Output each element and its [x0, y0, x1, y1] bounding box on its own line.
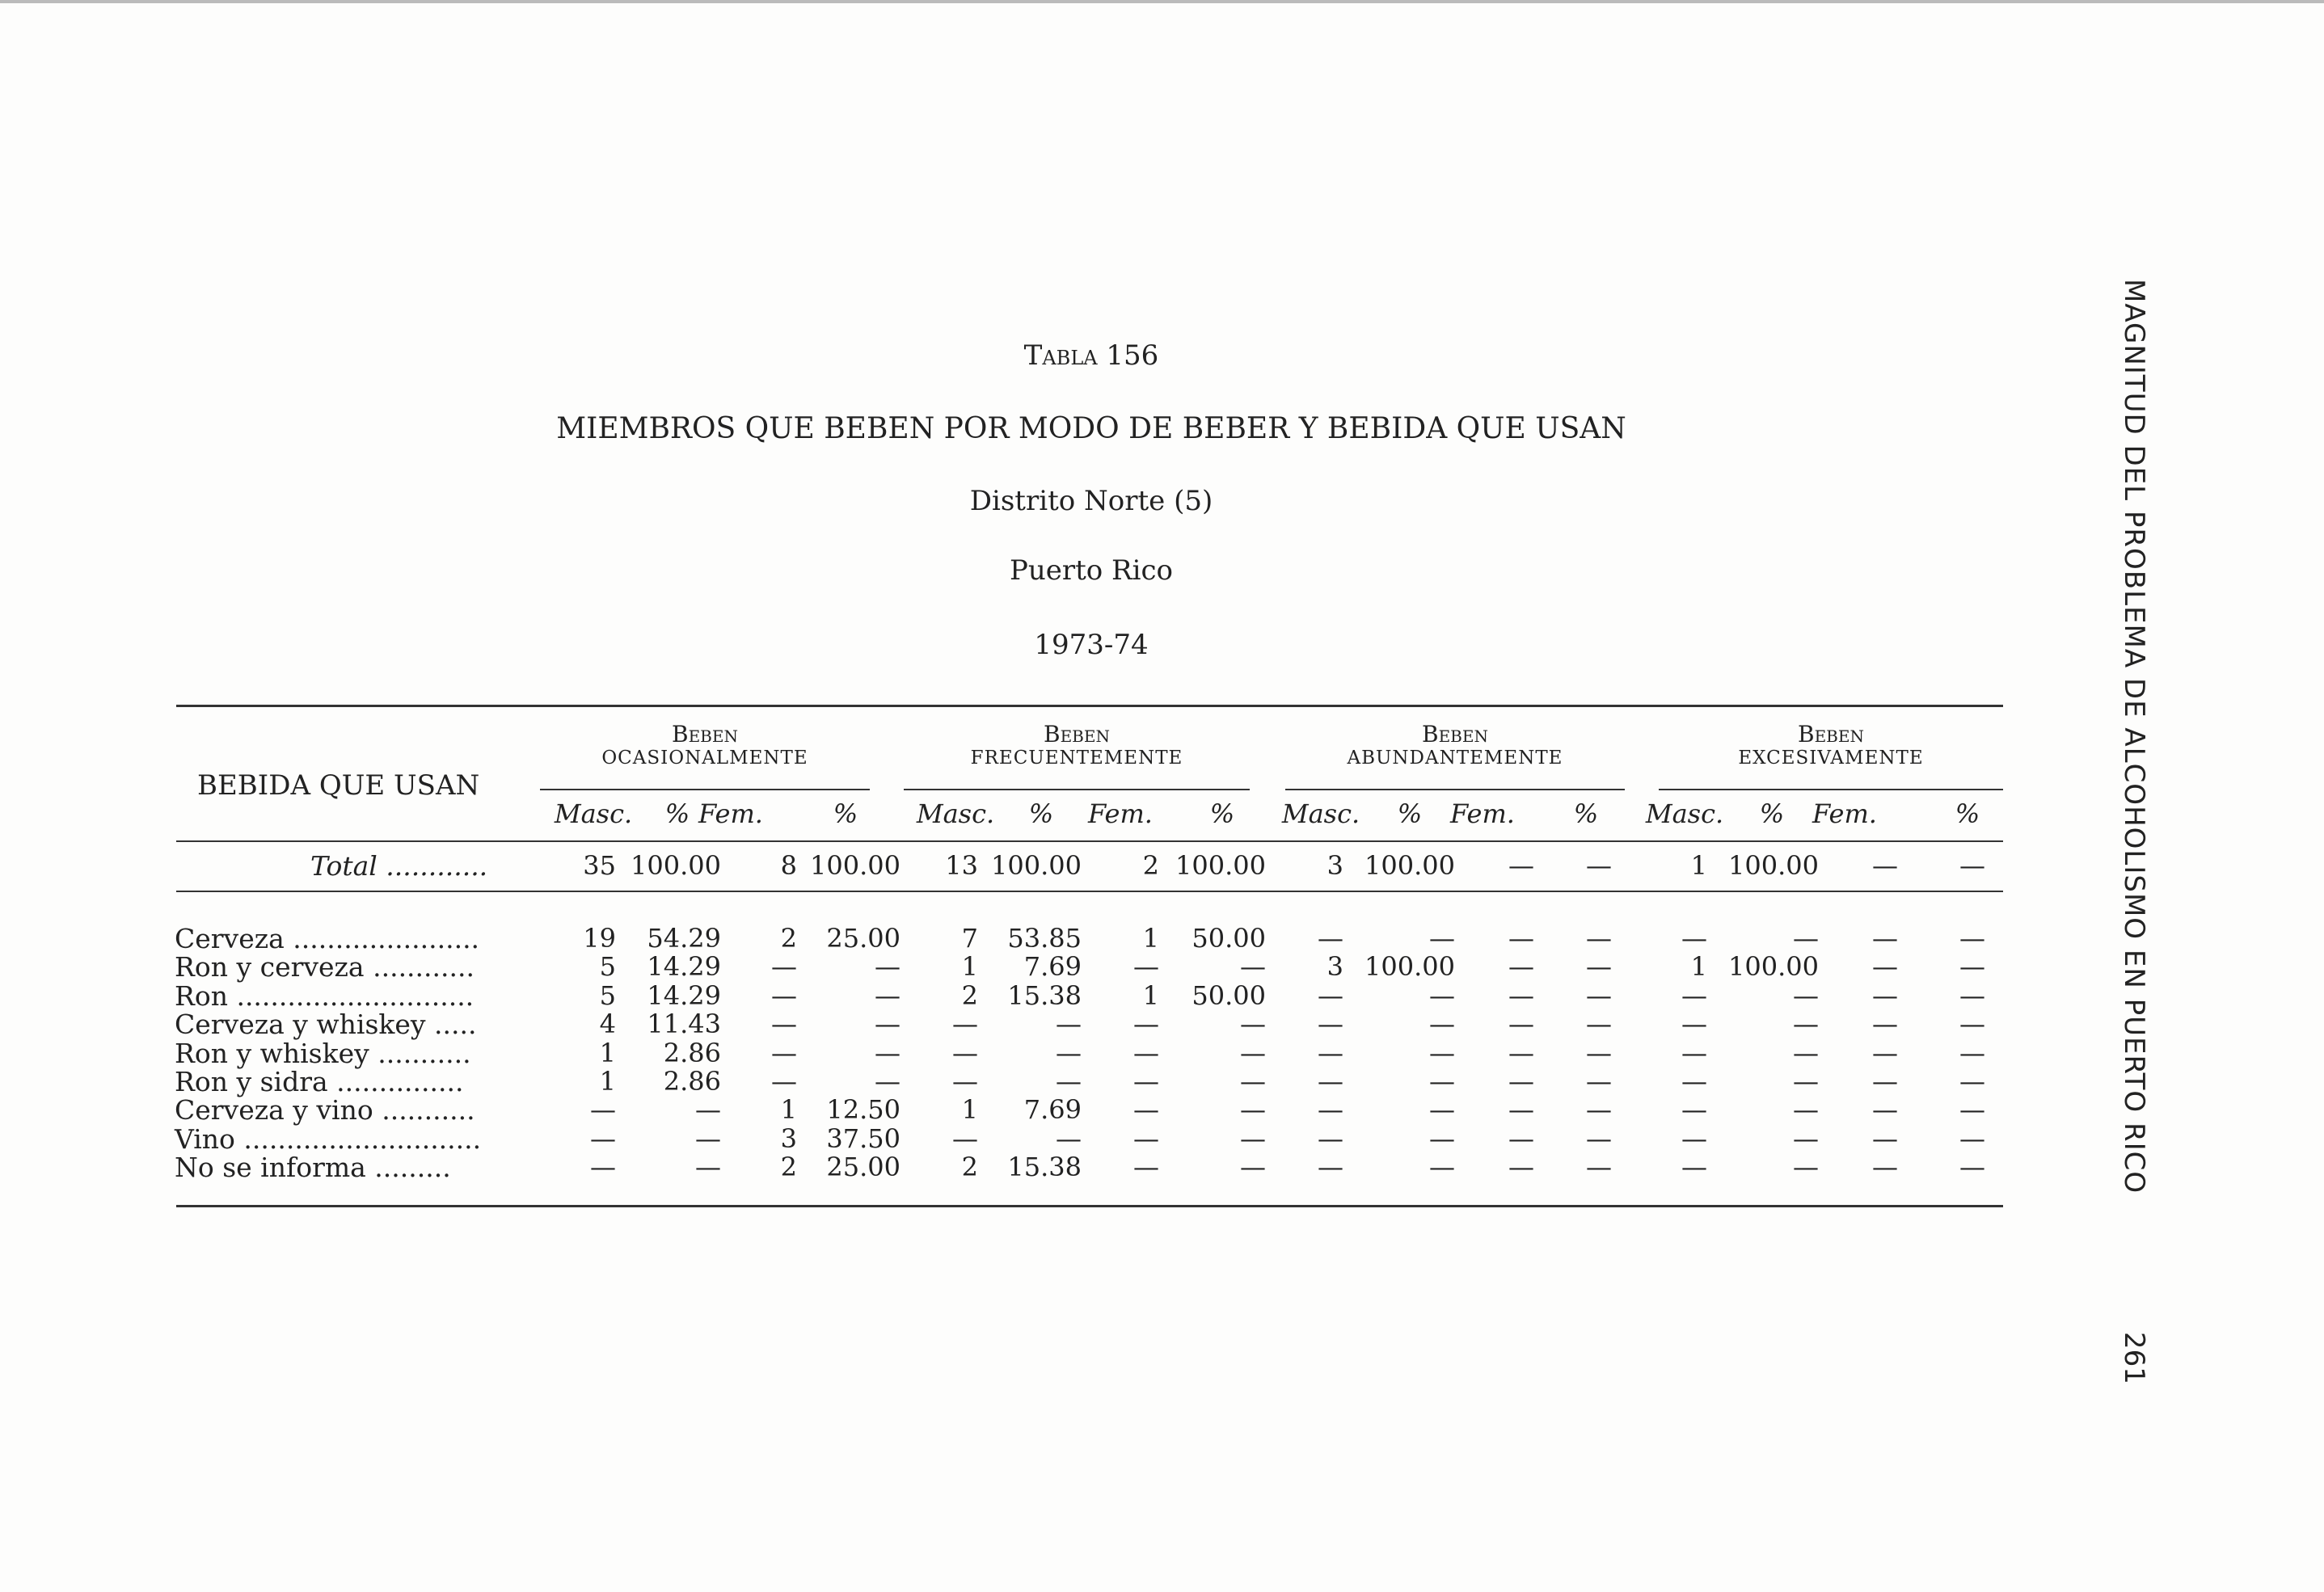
- table-cell: —: [1959, 979, 1985, 1011]
- table-cell: —: [1240, 951, 1266, 983]
- table-cell: —: [1681, 1094, 1707, 1126]
- table-cell: —: [1318, 1009, 1343, 1040]
- row-label: Cerveza ......................: [175, 923, 480, 954]
- table-cell: —: [1318, 1037, 1343, 1068]
- table-cell: 1: [1142, 979, 1159, 1011]
- table-cell: —: [1681, 1037, 1707, 1068]
- table-cell: —: [1240, 1152, 1266, 1183]
- table-cell: —: [875, 1037, 900, 1068]
- table-cell: 1: [1690, 951, 1707, 983]
- table-cell: —: [1681, 979, 1707, 1011]
- table-cell: —: [1318, 1066, 1343, 1097]
- table-cell: —: [771, 1037, 797, 1068]
- total-label: Total ............: [310, 850, 488, 882]
- table-cell: —: [1959, 1037, 1985, 1068]
- table-cell: —: [1429, 1066, 1455, 1097]
- column-subheader: %: [1573, 798, 1599, 829]
- page-number: 261: [2118, 1332, 2150, 1384]
- table-cell: —: [1872, 1122, 1898, 1154]
- group-bottom-label: OCASIONALMENTE: [601, 748, 808, 769]
- table-cell: —: [1056, 1009, 1082, 1040]
- table-cell: 7.69: [1023, 1094, 1082, 1126]
- table-cell: —: [1586, 1009, 1612, 1040]
- table-cell: —: [1240, 1037, 1266, 1068]
- column-subheader: Masc.: [554, 798, 633, 829]
- table-cell: 2: [780, 1152, 797, 1183]
- table-cell: —: [1240, 1066, 1266, 1097]
- table-cell: 2: [961, 979, 978, 1011]
- group-top-label: Beben: [1044, 721, 1110, 748]
- table-cell: 50.00: [1192, 979, 1266, 1011]
- table-cell: —: [1793, 1094, 1819, 1126]
- table-years: 1973-74: [1034, 629, 1149, 661]
- table-cell: —: [1133, 1122, 1159, 1154]
- table-cell: —: [1429, 1009, 1455, 1040]
- table-cell: —: [1429, 1122, 1455, 1154]
- table-cell: —: [1793, 1066, 1819, 1097]
- table-cell: 100.00: [1728, 951, 1819, 983]
- group-rule-1: [540, 789, 870, 790]
- table-cell: 100.00: [1364, 850, 1455, 881]
- table-cell: —: [1872, 1037, 1898, 1068]
- table-cell: 25.00: [826, 1152, 900, 1183]
- table-cell: 2: [961, 1152, 978, 1183]
- table-cell: —: [1793, 1009, 1819, 1040]
- table-cell: 4: [599, 1009, 616, 1040]
- table-cell: —: [1959, 951, 1985, 983]
- group-header-frecuentemente: [904, 721, 1250, 769]
- table-cell: —: [1056, 1037, 1082, 1068]
- column-subheader: %: [1209, 798, 1235, 829]
- table-cell: —: [1681, 923, 1707, 954]
- group-top-label: Beben: [672, 721, 738, 748]
- table-cell: —: [875, 979, 900, 1011]
- table-cell: —: [1872, 850, 1898, 881]
- table-cell: —: [1872, 1066, 1898, 1097]
- table-cell: 7.69: [1023, 951, 1082, 983]
- table-cell: —: [695, 1122, 721, 1154]
- table-cell: —: [1429, 979, 1455, 1011]
- table-cell: 100.00: [631, 850, 721, 881]
- table-cell: —: [1429, 1037, 1455, 1068]
- total-bottom-rule: [176, 891, 2003, 892]
- row-label: Ron y whiskey ...........: [175, 1037, 471, 1069]
- table-cell: 100.00: [1728, 850, 1819, 881]
- table-number-prefix: Tabla: [1023, 339, 1098, 372]
- table-cell: —: [1508, 1122, 1534, 1154]
- column-subheader: Masc.: [1645, 798, 1724, 829]
- table-cell: —: [1793, 1037, 1819, 1068]
- table-cell: 3: [780, 1122, 797, 1154]
- table-cell: —: [1586, 1066, 1612, 1097]
- column-subheader: %: [1955, 798, 1980, 829]
- table-cell: —: [1586, 923, 1612, 954]
- table-cell: —: [1872, 1152, 1898, 1183]
- table-cell: 5: [599, 951, 616, 983]
- table-cell: 12.50: [826, 1094, 900, 1126]
- table-cell: —: [1793, 1122, 1819, 1154]
- table-cell: —: [1959, 1152, 1985, 1183]
- table-cell: 15.38: [1007, 1152, 1082, 1183]
- table-cell: —: [1586, 1037, 1612, 1068]
- column-subheader: Masc.: [1281, 798, 1360, 829]
- table-top-rule: [176, 705, 2003, 707]
- table-cell: —: [1586, 979, 1612, 1011]
- group-bottom-label: FRECUENTEMENTE: [970, 748, 1183, 769]
- table-cell: —: [1240, 1094, 1266, 1126]
- table-cell: —: [695, 1094, 721, 1126]
- column-subheader: %: [664, 798, 690, 829]
- table-cell: —: [1508, 1009, 1534, 1040]
- table-cell: —: [1318, 1094, 1343, 1126]
- page-edge: [0, 0, 2324, 3]
- table-cell: 2: [1142, 850, 1159, 881]
- table-cell: —: [590, 1094, 616, 1126]
- header-bottom-rule: [176, 840, 2003, 842]
- table-cell: —: [1959, 1009, 1985, 1040]
- table-cell: —: [1872, 951, 1898, 983]
- table-cell: —: [1508, 1037, 1534, 1068]
- stub-header: BEBIDA QUE USAN: [197, 769, 480, 802]
- table-cell: 100.00: [1364, 951, 1455, 983]
- group-rule-2: [904, 789, 1250, 790]
- column-subheader: Masc.: [916, 798, 995, 829]
- table-cell: —: [952, 1122, 978, 1154]
- table-place: Puerto Rico: [1009, 554, 1174, 587]
- column-subheader: Fem.: [1088, 798, 1153, 829]
- table-cell: —: [1586, 951, 1612, 983]
- table-cell: —: [1586, 1122, 1612, 1154]
- table-cell: 19: [583, 923, 616, 954]
- table-cell: —: [1318, 979, 1343, 1011]
- group-bottom-label: ABUNDANTEMENTE: [1347, 748, 1563, 769]
- table-cell: —: [1429, 1152, 1455, 1183]
- table-cell: —: [1793, 923, 1819, 954]
- table-cell: —: [1872, 1094, 1898, 1126]
- table-cell: 8: [780, 850, 797, 881]
- table-cell: —: [1056, 1066, 1082, 1097]
- table-cell: 100.00: [991, 850, 1082, 881]
- group-rule-4: [1659, 789, 2003, 790]
- table-cell: 1: [599, 1037, 616, 1068]
- table-cell: 3: [1326, 850, 1343, 881]
- row-label: Vino ............................: [175, 1122, 482, 1155]
- row-label: Ron ............................: [175, 979, 475, 1012]
- table-cell: 11.43: [647, 1009, 721, 1040]
- table-cell: 2.86: [663, 1037, 721, 1068]
- table-cell: —: [1429, 1094, 1455, 1126]
- table-cell: 50.00: [1192, 923, 1266, 954]
- column-subheader: %: [833, 798, 858, 829]
- table-cell: —: [952, 1037, 978, 1068]
- table-cell: 54.29: [647, 923, 721, 954]
- table-cell: —: [1959, 1122, 1985, 1154]
- table-cell: 15.38: [1007, 979, 1082, 1011]
- table-cell: 13: [945, 850, 978, 881]
- row-label: Ron y sidra ...............: [175, 1066, 464, 1097]
- table-cell: —: [1681, 1152, 1707, 1183]
- table-cell: —: [1793, 979, 1819, 1011]
- row-label: Cerveza y vino ...........: [175, 1094, 475, 1127]
- table-cell: —: [1681, 1066, 1707, 1097]
- group-header-abundantemente: [1285, 721, 1625, 769]
- table-cell: 37.50: [826, 1122, 900, 1154]
- table-bottom-rule: [176, 1205, 2003, 1207]
- table-cell: —: [1318, 1122, 1343, 1154]
- table-cell: —: [1872, 923, 1898, 954]
- table-cell: 5: [599, 979, 616, 1011]
- row-label: No se informa .........: [175, 1152, 451, 1184]
- group-bottom-label: EXCESIVAMENTE: [1738, 748, 1924, 769]
- table-cell: —: [1240, 1122, 1266, 1154]
- table-cell: —: [1240, 1009, 1266, 1040]
- table-cell: —: [590, 1152, 616, 1183]
- table-cell: —: [1133, 1066, 1159, 1097]
- table-cell: —: [1681, 1122, 1707, 1154]
- group-top-label: Beben: [1798, 721, 1864, 748]
- table-cell: —: [1681, 1009, 1707, 1040]
- table-cell: —: [1508, 850, 1534, 881]
- table-cell: —: [1508, 1094, 1534, 1126]
- column-subheader: %: [1759, 798, 1785, 829]
- table-cell: —: [771, 1009, 797, 1040]
- table-cell: —: [1056, 1122, 1082, 1154]
- table-cell: 100.00: [1175, 850, 1266, 881]
- table-cell: 2.86: [663, 1066, 721, 1097]
- table-cell: —: [1508, 951, 1534, 983]
- table-cell: —: [771, 951, 797, 983]
- table-cell: 25.00: [826, 923, 900, 954]
- table-cell: —: [1872, 979, 1898, 1011]
- table-cell: 1: [1690, 850, 1707, 881]
- column-subheader: %: [1397, 798, 1423, 829]
- table-cell: 14.29: [647, 979, 721, 1011]
- table-cell: —: [1586, 1094, 1612, 1126]
- table-cell: —: [875, 1009, 900, 1040]
- table-cell: —: [1318, 923, 1343, 954]
- table-cell: 3: [1326, 951, 1343, 983]
- table-title: MIEMBROS QUE BEBEN POR MODO DE BEBER Y BEBIDA QUE USAN: [556, 412, 1626, 445]
- group-header-excesivamente: [1659, 721, 2003, 769]
- table-cell: —: [1872, 1009, 1898, 1040]
- table-cell: 1: [961, 951, 978, 983]
- group-header-ocasionalmente: [540, 721, 870, 769]
- table-cell: —: [1508, 979, 1534, 1011]
- table-cell: —: [952, 1066, 978, 1097]
- column-subheader: %: [1028, 798, 1054, 829]
- table-cell: 100.00: [810, 850, 900, 881]
- group-top-label: Beben: [1422, 721, 1488, 748]
- table-cell: 7: [961, 923, 978, 954]
- table-cell: —: [1508, 923, 1534, 954]
- table-cell: —: [1959, 1094, 1985, 1126]
- row-label: Cerveza y whiskey .....: [175, 1009, 477, 1041]
- table-cell: —: [875, 1066, 900, 1097]
- table-cell: —: [1959, 923, 1985, 954]
- table-cell: —: [952, 1009, 978, 1040]
- table-cell: —: [1133, 1094, 1159, 1126]
- table-cell: —: [1586, 850, 1612, 881]
- table-cell: —: [1959, 1066, 1985, 1097]
- table-cell: —: [1508, 1152, 1534, 1183]
- column-subheader: Fem.: [698, 798, 763, 829]
- table-cell: —: [771, 1066, 797, 1097]
- table-cell: 1: [780, 1094, 797, 1126]
- table-cell: 2: [780, 923, 797, 954]
- table-number-line: [0, 339, 2183, 372]
- column-subheader: Fem.: [1812, 798, 1877, 829]
- column-subheader: Fem.: [1450, 798, 1515, 829]
- table-cell: —: [695, 1152, 721, 1183]
- running-head: MAGNITUD DEL PROBLEMA DE ALCOHOLISMO EN PUERTO RICO: [2118, 279, 2150, 1194]
- table-cell: —: [1318, 1152, 1343, 1183]
- table-cell: 1: [1142, 923, 1159, 954]
- table-cell: —: [771, 979, 797, 1011]
- table-cell: 1: [961, 1094, 978, 1126]
- table-cell: —: [1133, 1152, 1159, 1183]
- table-district: Distrito Norte (5): [969, 485, 1213, 517]
- table-cell: —: [1793, 1152, 1819, 1183]
- table-cell: —: [1586, 1152, 1612, 1183]
- row-label: Ron y cerveza ............: [175, 951, 475, 983]
- table-cell: —: [1133, 951, 1159, 983]
- table-cell: —: [1133, 1037, 1159, 1068]
- table-cell: 53.85: [1007, 923, 1082, 954]
- table-cell: —: [875, 951, 900, 983]
- table-cell: 14.29: [647, 951, 721, 983]
- group-rule-3: [1285, 789, 1625, 790]
- table-cell: —: [1133, 1009, 1159, 1040]
- table-cell: —: [1959, 850, 1985, 881]
- table-cell: —: [1508, 1066, 1534, 1097]
- table-cell: 1: [599, 1066, 616, 1097]
- table-cell: 35: [583, 850, 616, 881]
- table-cell: —: [590, 1122, 616, 1154]
- table-number: 156: [1106, 339, 1159, 372]
- table-cell: —: [1429, 923, 1455, 954]
